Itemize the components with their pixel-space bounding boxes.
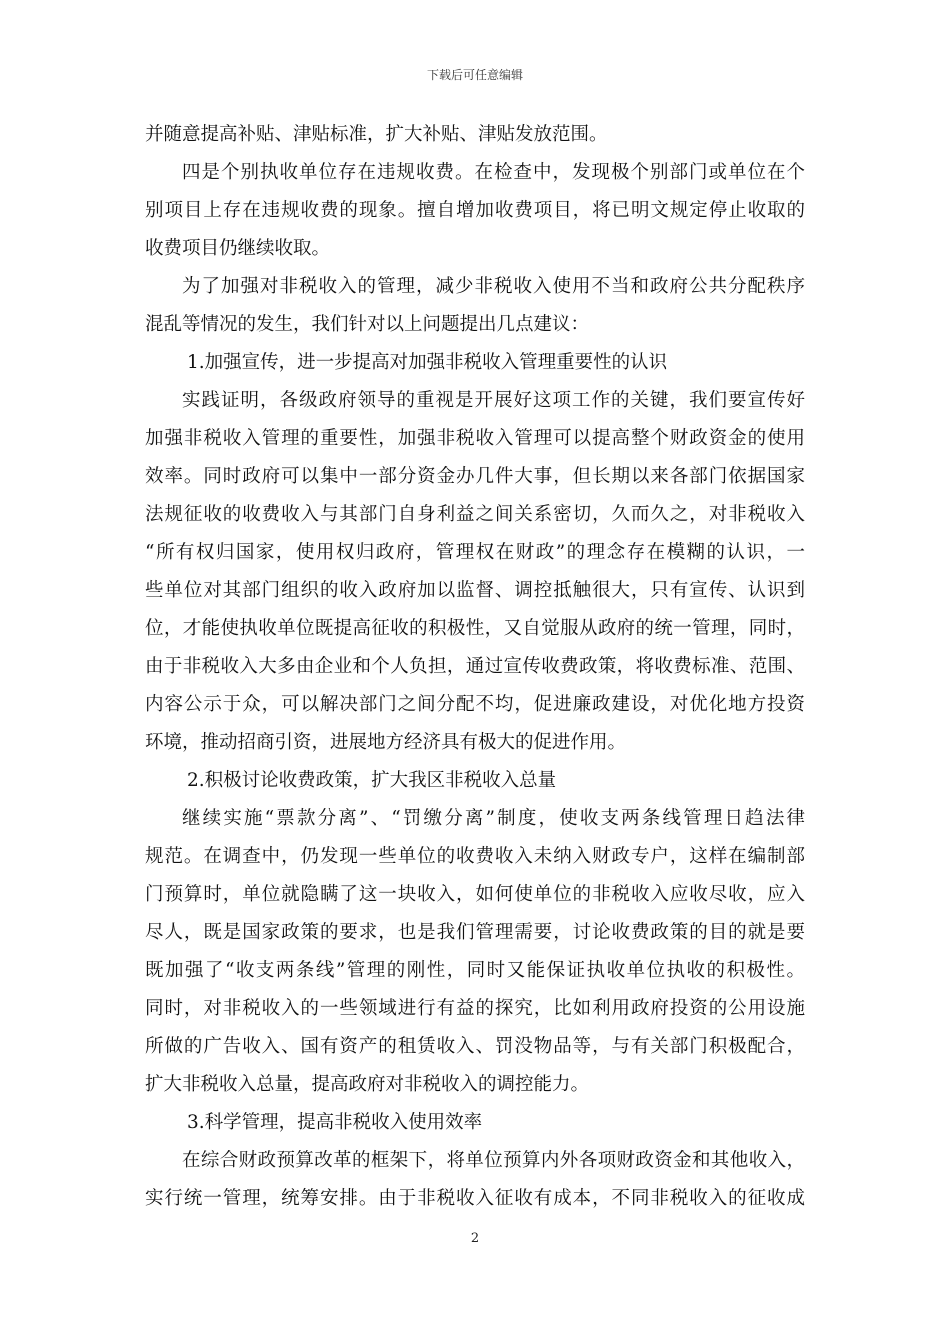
section-heading: 3.科学管理，提高非税收入使用效率 xyxy=(187,1112,483,1133)
text-line: 实行统一管理，统筹安排。由于非税收入征收有成本，不同非税收入的征收成 xyxy=(145,1188,805,1209)
text-line: 在综合财政预算改革的框架下，将单位预算内外各项财政资金和其他收入， xyxy=(182,1150,805,1171)
document-body xyxy=(145,116,805,1218)
text-line: 门预算时，单位就隐瞒了这一块收入，如何使单位的非税收入应收尽收，应入 xyxy=(145,884,805,905)
text-line: 混乱等情况的发生，我们针对以上问题提出几点建议： xyxy=(145,314,590,335)
text-line: 由于非税收入大多由企业和个人负担，通过宣传收费政策，将收费标准、范围、 xyxy=(145,656,805,677)
text-line: 继续实施“票款分离”、“罚缴分离”制度，使收支两条线管理日趋法律 xyxy=(182,808,805,829)
text-line: 些单位对其部门组织的收入政府加以监督、调控抵触很大，只有宣传、认识到 xyxy=(145,580,805,601)
section-heading: 1.加强宣传，进一步提高对加强非税收入管理重要性的认识 xyxy=(187,352,668,373)
text-line: 尽人，既是国家政策的要求，也是我们管理需要，讨论收费政策的目的就是要 xyxy=(145,922,805,943)
text-line: 规范。在调查中，仍发现一些单位的收费收入未纳入财政专户，这样在编制部 xyxy=(145,846,805,867)
text-line: 环境，推动招商引资，进展地方经济具有极大的促进作用。 xyxy=(145,732,627,753)
text-line: 别项目上存在违规收费的现象。擅自增加收费项目，将已明文规定停止收取的 xyxy=(145,200,805,221)
text-line: 既加强了“收支两条线”管理的刚性，同时又能保证执收单位执收的积极性。 xyxy=(145,960,805,981)
text-line: “所有权归国家，使用权归政府，管理权在财政”的理念存在模糊的认识，一 xyxy=(145,542,805,563)
text-line: 位，才能使执收单位既提高征收的积极性，又自觉服从政府的统一管理，同时， xyxy=(145,618,805,639)
text-line: 法规征收的收费收入与其部门自身利益之间关系密切，久而久之，对非税收入 xyxy=(145,504,805,525)
text-line: 同时，对非税收入的一些领域进行有益的探究，比如利用政府投资的公用设施 xyxy=(145,998,805,1019)
text-line: 加强非税收入管理的重要性，加强非税收入管理可以提高整个财政资金的使用 xyxy=(145,428,805,449)
text-line: 扩大非税收入总量，提高政府对非税收入的调控能力。 xyxy=(145,1074,590,1095)
text-line: 四是个别执收单位存在违规收费。在检查中，发现极个别部门或单位在个 xyxy=(182,162,805,183)
text-line: 实践证明，各级政府领导的重视是开展好这项工作的关键，我们要宣传好 xyxy=(182,390,805,411)
text-line: 效率。同时政府可以集中一部分资金办几件大事，但长期以来各部门依据国家 xyxy=(145,466,805,487)
text-line: 内容公示于众，可以解决部门之间分配不均，促进廉政建设，对优化地方投资 xyxy=(145,694,805,715)
text-line: 收费项目仍继续收取。 xyxy=(145,238,331,259)
page-header: 下载后可任意编辑 xyxy=(426,68,523,82)
text-line: 所做的广告收入、国有资产的租赁收入、罚没物品等，与有关部门积极配合， xyxy=(145,1036,805,1057)
text-line: 为了加强对非税收入的管理，减少非税收入使用不当和政府公共分配秩序 xyxy=(182,276,805,297)
text-line: 并随意提高补贴、津贴标准，扩大补贴、津贴发放范围。 xyxy=(145,124,608,145)
section-heading: 2.积极讨论收费政策，扩大我区非税收入总量 xyxy=(187,770,557,791)
page-number: 2 xyxy=(470,1231,480,1246)
